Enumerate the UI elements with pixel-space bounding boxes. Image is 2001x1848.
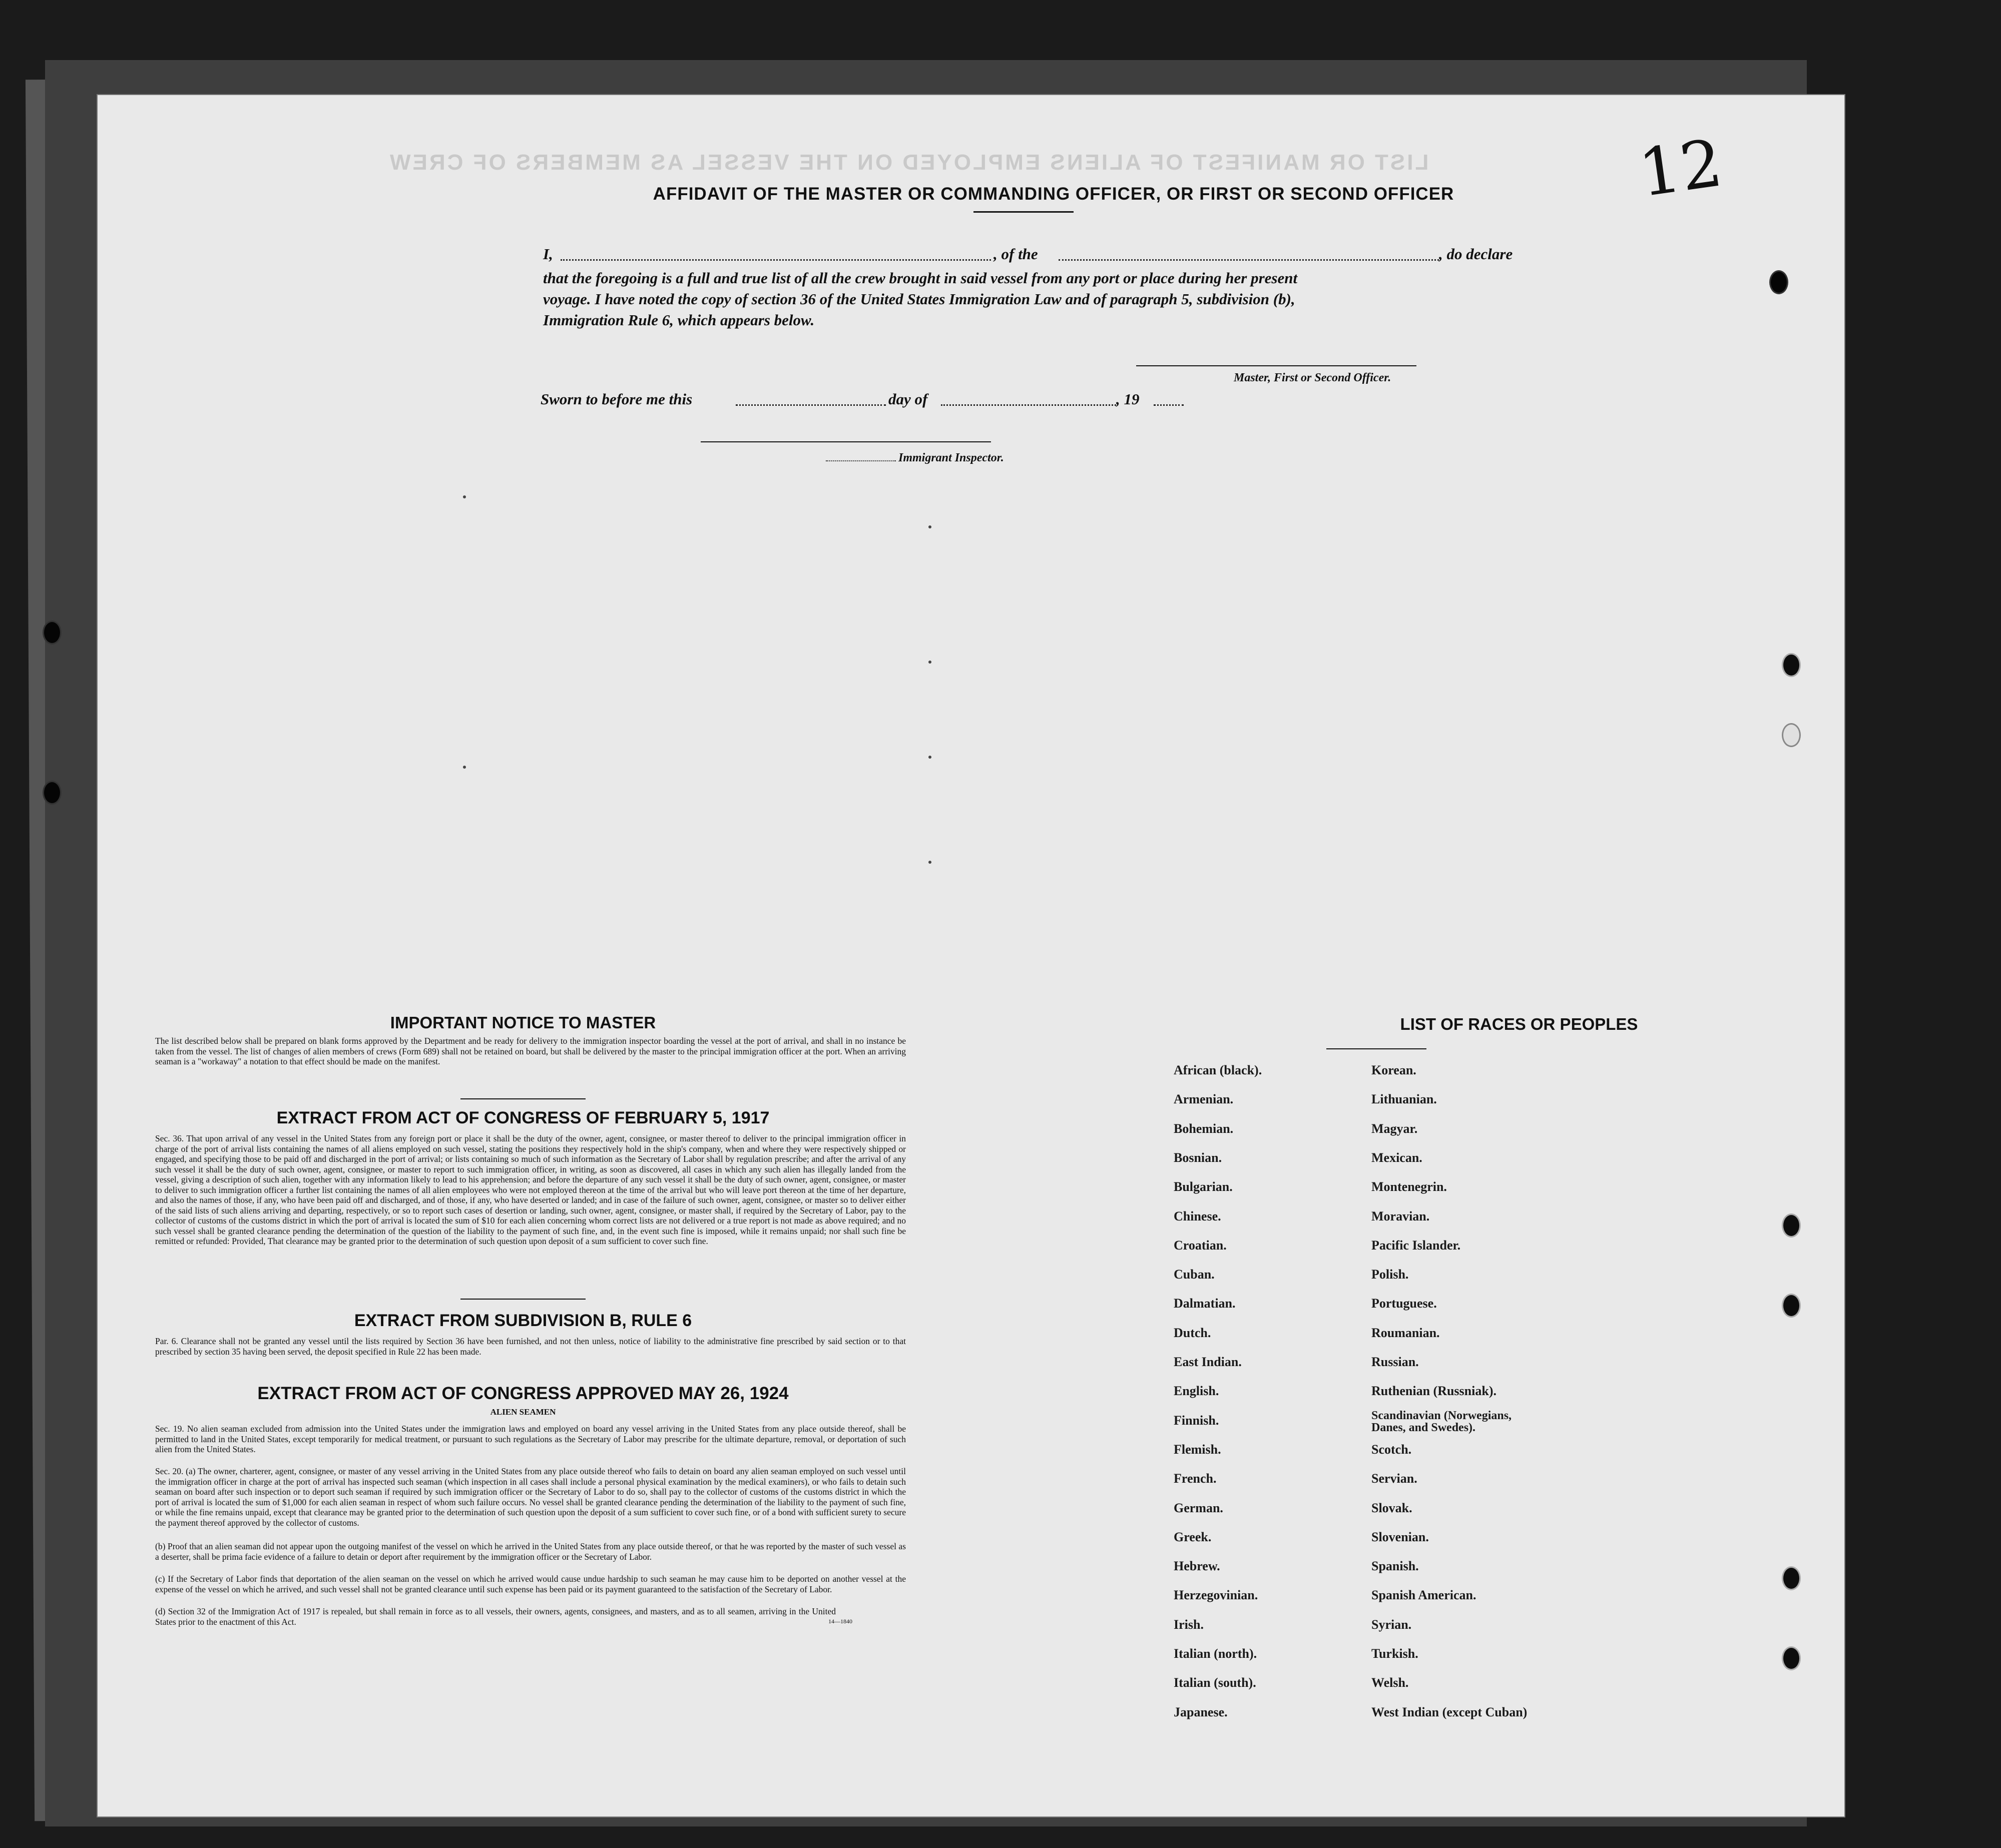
races-underline xyxy=(1326,1048,1426,1049)
alien-seamen-subtitle: ALIEN SEAMEN xyxy=(490,1407,556,1417)
race-item: Spanish. xyxy=(1371,1559,1419,1574)
race-item: Montenegrin. xyxy=(1371,1179,1447,1194)
punch-hole xyxy=(1782,1294,1801,1318)
race-item: Dutch. xyxy=(1174,1325,1211,1340)
affidavit-line-2: that the foregoing is a full and true list of all the crew brought in said vessel from any port or place during her present xyxy=(543,269,1298,287)
handwritten-number: 12 xyxy=(1634,125,1727,212)
punch-hole xyxy=(1769,270,1788,294)
race-item: Irish. xyxy=(1174,1617,1204,1632)
sec20a-text: Sec. 20. (a) The owner, charterer, agent, consignee, or master of any vessel arriving in the United States from any place outside thereof who fails to detain on board any alien seaman employed on such vessel until the immigration officer in charge at the port of arrival has inspected such seaman (which inspection in all cases shall include a personal physical examination by the medical examiners), or who fails to detain such seaman on board after such inspection or to deport such seaman if required by such immigration officer or the Secretary of Labor to do so, shall pay to the collector of customs of the customs district in which the port of arrival is located the sum of $1,000 for each alien seaman in respect of whom such failure occurs. No vessel shall be granted clearance pending the determination of the liability to the payment of such fine, or while the fine remains unpaid, except that clearance may be granted prior to the determination of such question upon the deposit of a sum sufficient to cover such fine, or of a bond with sufficient surety to secure the payment thereof approved by the collector of customs. xyxy=(155,1466,906,1528)
rule6-text: Par. 6. Clearance shall not be granted any vessel until the lists required by Section 36 have been furnished, and not then unless, notice of liability to the administrative fine prescribed by said section or to that prescribed by section 35 having been served, the deposit specified in Rule 22 has been made. xyxy=(155,1336,906,1357)
affidavit-i: I, xyxy=(543,245,553,263)
document-page xyxy=(98,95,1844,1816)
race-item: Chinese. xyxy=(1174,1208,1221,1223)
race-item: African (black). xyxy=(1174,1063,1262,1077)
faint-mark xyxy=(463,766,466,769)
race-item: Herzegovinian. xyxy=(1174,1588,1258,1603)
race-item: Hebrew. xyxy=(1174,1559,1220,1574)
race-item: Greek. xyxy=(1174,1529,1212,1544)
race-item: East Indian. xyxy=(1174,1355,1242,1369)
punch-hole xyxy=(43,621,62,645)
punch-hole xyxy=(1782,1213,1801,1238)
punch-hole xyxy=(1782,653,1801,677)
race-item: Bulgarian. xyxy=(1174,1179,1233,1194)
race-item: Polish. xyxy=(1371,1267,1409,1282)
races-title: LIST OF RACES OR PEOPLES xyxy=(1400,1015,1638,1033)
name-blank[interactable] xyxy=(561,259,991,261)
punch-hole xyxy=(1782,1646,1801,1670)
rule6-title: EXTRACT FROM SUBDIVISION B, RULE 6 xyxy=(354,1311,692,1330)
year-label: , 19 xyxy=(1116,390,1140,408)
sworn-month-blank[interactable] xyxy=(941,404,1116,406)
race-item: Bohemian. xyxy=(1174,1121,1234,1136)
inspector-signature-line[interactable] xyxy=(701,441,991,442)
sec19-text: Sec. 19. No alien seaman excluded from admission into the United States under the immigration laws and employed on board any vessel arriving in the United States from any place outside thereof, shall be permitted to land in the United States, except temporarily for medical treatment, or pursuant to such regulations as the Secretary of Labor may prescribe for the ultimate departure, removal, or deportation of such alien from the United States. xyxy=(155,1424,906,1454)
race-item: Pacific Islander. xyxy=(1371,1238,1461,1253)
race-item: Portuguese. xyxy=(1371,1296,1437,1311)
race-item: Slovak. xyxy=(1371,1500,1412,1515)
affidavit-declare: , do declare xyxy=(1439,245,1513,263)
notice-title: IMPORTANT NOTICE TO MASTER xyxy=(390,1013,656,1032)
race-item: Turkish. xyxy=(1371,1646,1418,1661)
affidavit-line-4: Immigration Rule 6, which appears below. xyxy=(543,311,815,329)
race-item: Flemish. xyxy=(1174,1442,1221,1457)
faint-mark xyxy=(928,661,931,664)
race-item: French. xyxy=(1174,1471,1217,1486)
race-item: Russian. xyxy=(1371,1355,1419,1369)
race-item: Lithuanian. xyxy=(1371,1092,1437,1107)
race-item: Korean. xyxy=(1371,1063,1416,1077)
affidavit-title: AFFIDAVIT OF THE MASTER OR COMMANDING OFFICER, OR FIRST OR SECOND OFFICER xyxy=(653,184,1454,204)
race-item: Cuban. xyxy=(1174,1267,1215,1282)
faint-mark xyxy=(463,495,466,498)
punch-hole xyxy=(1782,723,1801,747)
race-item: Ruthenian (Russniak). xyxy=(1371,1384,1496,1399)
sec20d-text: (d) Section 32 of the Immigration Act of 1917 is repealed, but shall remain in force as to all vessels, their owners, agents, consignees, and masters, and as to all seamen, arriving in the United States prior to the enactment of this Act. xyxy=(155,1606,836,1627)
faint-mark xyxy=(928,756,931,759)
vessel-blank[interactable] xyxy=(1059,259,1439,261)
extract-1917-title: EXTRACT FROM ACT OF CONGRESS OF FEBRUARY 5, 1917 xyxy=(276,1108,770,1127)
race-item: Welsh. xyxy=(1371,1675,1409,1690)
race-item: Scotch. xyxy=(1371,1442,1412,1457)
race-item: Italian (north). xyxy=(1174,1646,1257,1661)
inspector-dots xyxy=(826,460,896,461)
race-item: Slovenian. xyxy=(1371,1529,1429,1544)
race-item: West Indian (except Cuban) xyxy=(1371,1704,1528,1719)
race-item: Croatian. xyxy=(1174,1238,1227,1253)
race-item: Spanish American. xyxy=(1371,1588,1476,1603)
bleed-through-heading: LIST OR MANIFEST OF ALIENS EMPLOYED ON THE VESSEL AS MEMBERS OF CREW xyxy=(388,150,1429,175)
race-item: Servian. xyxy=(1371,1471,1417,1486)
form-code: 14—1840 xyxy=(828,1618,852,1625)
race-item: Roumanian. xyxy=(1371,1325,1440,1340)
race-item: Armenian. xyxy=(1174,1092,1234,1107)
section-divider xyxy=(460,1098,586,1099)
affidavit-line-3: voyage. I have noted the copy of section 36 of the United States Immigration Law and of paragraph 5, subdivision (b), xyxy=(543,290,1295,308)
race-item: Japanese. xyxy=(1174,1704,1228,1719)
section-divider xyxy=(460,1299,586,1300)
race-item: Italian (south). xyxy=(1174,1675,1256,1690)
punch-hole xyxy=(1782,1566,1801,1590)
sec20c-text: (c) If the Secretary of Labor finds that deportation of the alien seaman on the vessel on which he arrived would cause undue hardship to such seaman he may cause him to be deported on another vessel at the expense of the vessel on which he arrived, and such vessel shall not be granted clearance until such expense has been paid or its payment guaranteed to the satisfaction of the Secretary of Labor. xyxy=(155,1574,906,1594)
sworn-label: Sworn to before me this xyxy=(541,390,693,408)
notice-text: The list described below shall be prepared on blank forms approved by the Department and be ready for delivery to the immigration inspector boarding the vessel at the port of arrival, and shall in no instance be taken from the vessel. The list of changes of alien members of crews (Form 689) shall not be retained on board, but shall be delivered by the master to the principal immigration officer at the port. When an arriving seaman is a "workaway" a notation to that effect should be made on the manifest. xyxy=(155,1036,906,1066)
race-item: Bosnian. xyxy=(1174,1150,1222,1165)
race-item: Moravian. xyxy=(1371,1208,1430,1223)
inspector-caption: Immigrant Inspector. xyxy=(898,451,1004,464)
race-item: Scandinavian (Norwegians, Danes, and Swedes). xyxy=(1371,1409,1512,1434)
race-item: Dalmatian. xyxy=(1174,1296,1236,1311)
sworn-day-blank[interactable] xyxy=(736,404,886,406)
race-item: English. xyxy=(1174,1384,1219,1399)
master-signature-line[interactable] xyxy=(1136,365,1416,366)
title-underline xyxy=(973,211,1074,213)
faint-mark xyxy=(928,525,931,528)
extract-1924-title: EXTRACT FROM ACT OF CONGRESS APPROVED MAY 26, 1924 xyxy=(257,1384,789,1403)
faint-mark xyxy=(928,861,931,864)
race-item: Magyar. xyxy=(1371,1121,1418,1136)
day-of-label: day of xyxy=(888,390,928,408)
race-item: Finnish. xyxy=(1174,1413,1219,1428)
race-item: Syrian. xyxy=(1371,1617,1412,1632)
affidavit-of-the: , of the xyxy=(993,245,1038,263)
race-item: Mexican. xyxy=(1371,1150,1422,1165)
punch-hole xyxy=(43,781,62,805)
sworn-year-blank[interactable] xyxy=(1154,404,1184,406)
race-item: German. xyxy=(1174,1500,1223,1515)
sec20b-text: (b) Proof that an alien seaman did not appear upon the outgoing manifest of the vessel on which he arrived in the United States from any place outside thereof, or that he was reported by the master of such vessel as a deserter, shall be prima facie evidence of a failure to detain or deport after requirement by the immigration officer or the Secretary of Labor. xyxy=(155,1541,906,1562)
master-signature-caption: Master, First or Second Officer. xyxy=(1234,371,1391,384)
extract-1917-text: Sec. 36. That upon arrival of any vessel in the United States from any foreign port or place it shall be the duty of the owner, agent, consignee, or master thereof to deliver to the principal immigration officer in charge of the port of arrival lists containing the names of all aliens employed on such vessel, stating the positions they respectively hold in the ship's company, when and where they were respectively shipped or engaged, and specifying those to be paid off and discharged in the port of arrival; or lists containing so much of such information as the Secretary of Labor shall by regulation prescribe; and after the arrival of any such vessel it shall be the duty of such owner, agent, consignee, or master to report to such immigration officer, in writing, as soon as discovered, all cases in which any such alien has illegally landed from the vessel, giving a description of such alien, together with any information likely to lead to his apprehension; and before the departure of any such vessel it shall be the duty of such owner, agent, consignee, or master to deliver to such immigration officer a further list containing the names of all alien employees who were not employed thereon at the time of the arrival but who will leave port thereon at the time of her departure, and also the names of those, if any, who have been paid off and discharged, and of those, if any, who have deserted or landed; and in case of the failure of such owner, agent, consignee, or master so to deliver either of the said lists of such aliens arriving and departing, respectively, or so to report such cases of desertion or landing, such owner, agent, consignee, or master shall, if required by the Secretary of Labor, pay to the collector of customs of the customs district in which the port of arrival is located the sum of $10 for each alien concerning whom correct lists are not delivered or a true report is not made as above required; and no such vessel shall be granted clearance pending the determination of the question of the liability to the payment of such fine, and, in the event such fine is imposed, while it remains unpaid; nor shall such fine be remitted or refunded: Provided, That clearance may be granted prior to the determination of such question upon deposit of a sum sufficient to cover such fine. xyxy=(155,1133,906,1246)
